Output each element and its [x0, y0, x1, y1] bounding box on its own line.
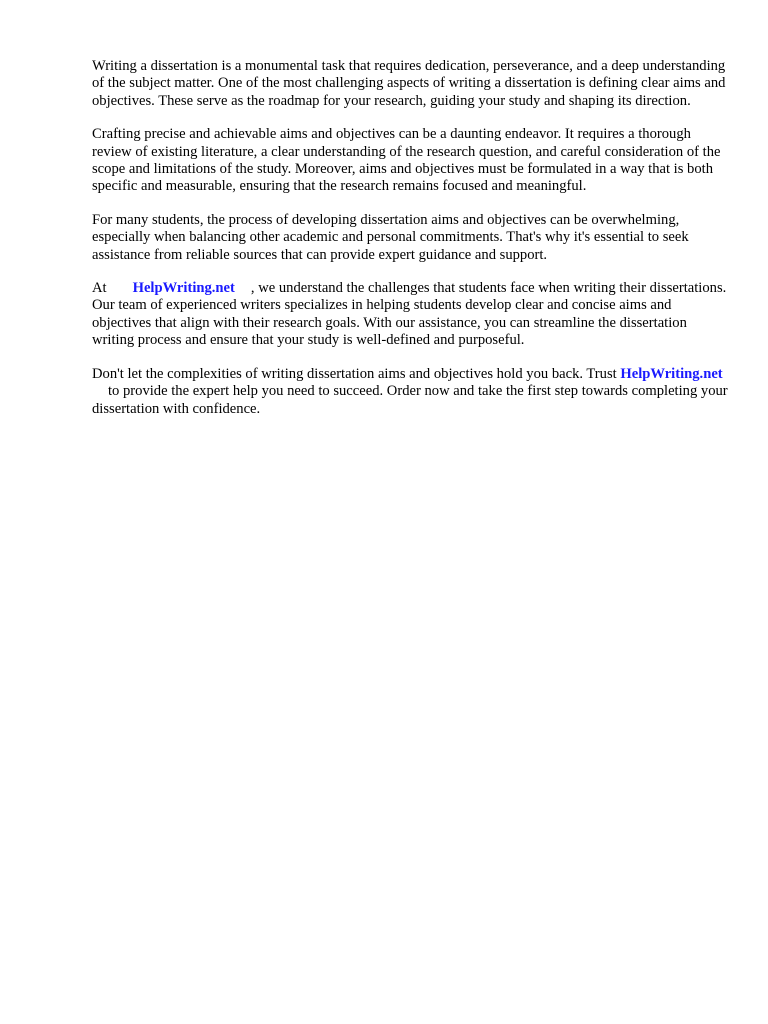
- paragraph-students: For many students, the process of developing dissertation aims and objectives can be overwhelming, especially when balancing other academic and personal commitments. That's why it's essential to seek assistance from reliable sources that can provide expert guidance and support.: [92, 211, 689, 263]
- paragraph-helpwriting: [92, 280, 732, 350]
- helpwriting-link-2[interactable]: HelpWriting.net: [620, 365, 723, 382]
- paragraph-trust-lead: Don't let the complexities of writing dissertation aims and objectives hold you back. Trust: [92, 365, 617, 382]
- helpwriting-link[interactable]: HelpWriting.net: [132, 280, 235, 297]
- paragraph-trust-body: to provide the expert help you need to succeed. Order now and take the first step towards completing your dissertation with confidence.: [92, 383, 728, 417]
- paragraph-helpwriting-lead: At: [92, 280, 107, 297]
- document-page: [92, 58, 732, 434]
- paragraph-trust: [92, 366, 732, 418]
- paragraph-helpwriting-body: , we understand the challenges that students face when writing their dissertations. Our team of experienced writers specializes in helping students develop clear and concise aims and objectives that align with their research goals. With our assistance, you can streamline the dissertation writing process and ensure that your study is well-defined and purposeful.: [92, 280, 727, 349]
- paragraph-crafting: Crafting precise and achievable aims and objectives can be a daunting endeavor. It requires a thorough review of existing literature, a clear understanding of the research question, and careful consideration of the scope and limitations of the study. Moreover, aims and objectives must be formulated in a way that is both specific and measurable, ensuring that the research remains focused and meaningful.: [92, 126, 721, 195]
- paragraph-intro: Writing a dissertation is a monumental task that requires dedication, perseverance, and a deep understanding of the subject matter. One of the most challenging aspects of writing a dissertation is defining clear aims and objectives. These serve as the roadmap for your research, guiding your study and shaping its direction.: [92, 58, 726, 109]
